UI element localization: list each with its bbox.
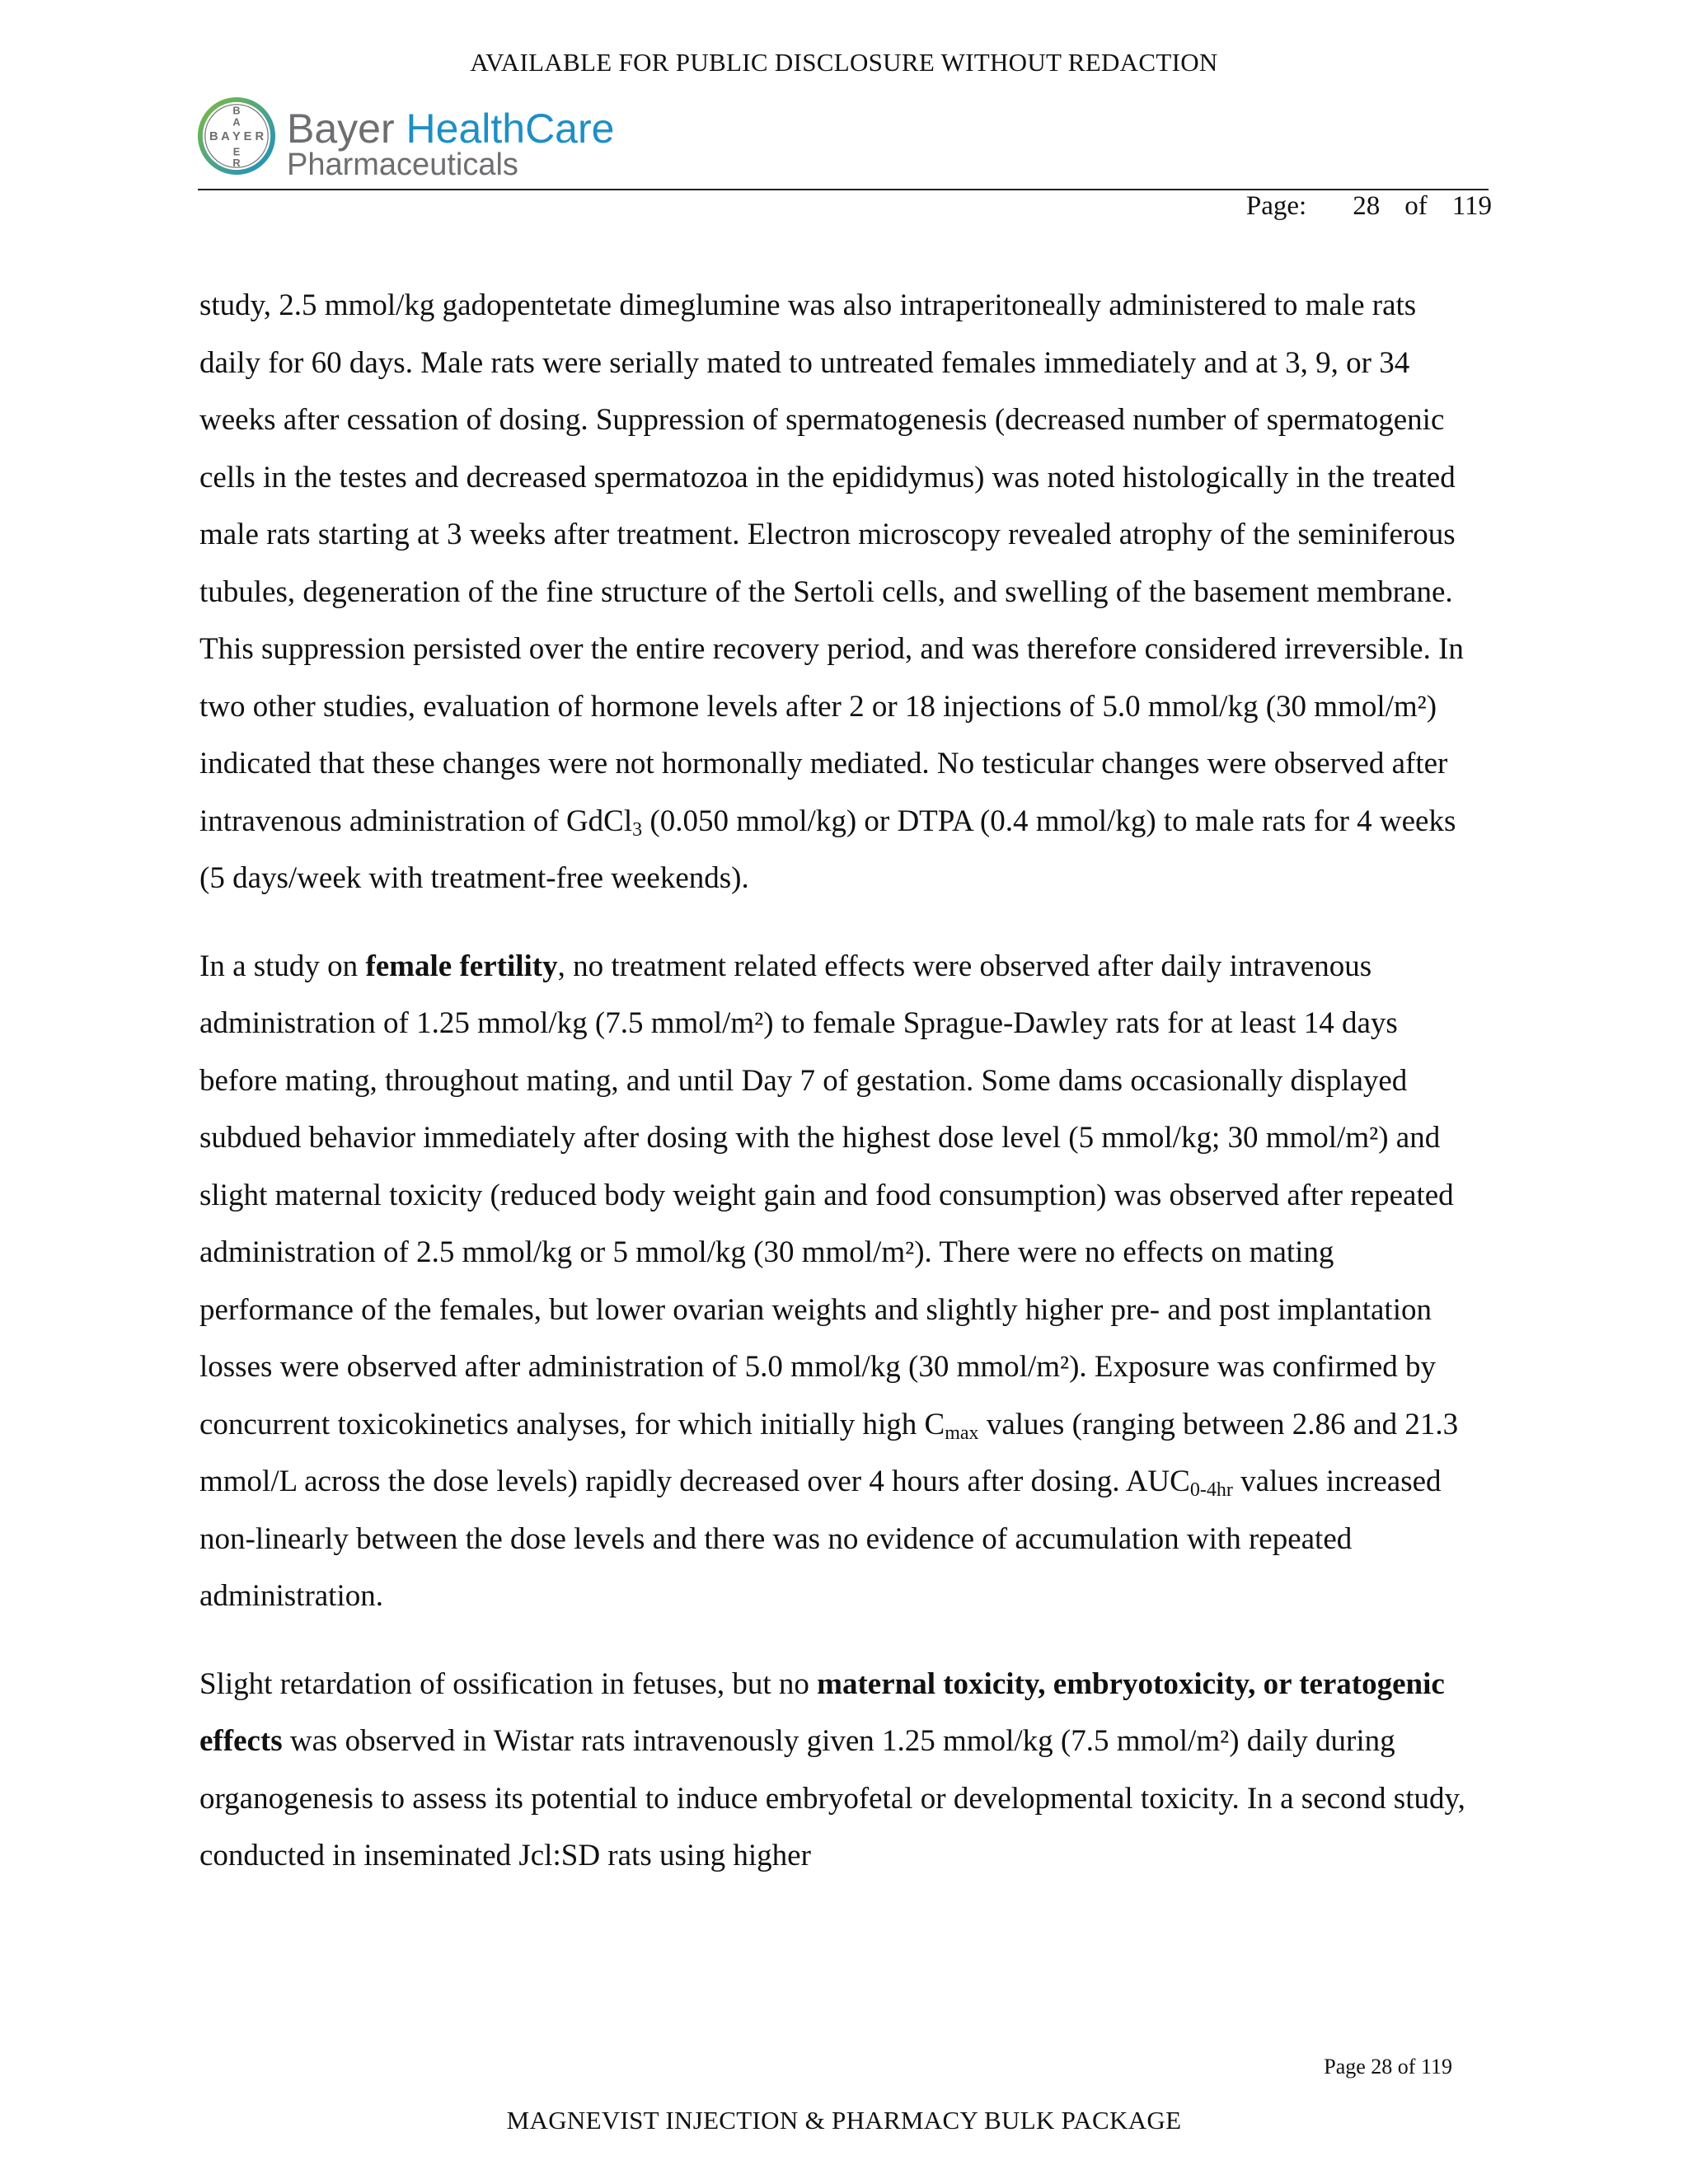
header-page-reference — [1246, 191, 1492, 222]
svg-text:R: R — [232, 157, 241, 170]
page-of: of — [1404, 191, 1428, 221]
paragraph-embryotoxicity — [199, 1656, 1469, 1885]
footer-page-number: Page 28 of 119 — [1324, 2055, 1452, 2079]
svg-text:B A Y E R: B A Y E R — [209, 129, 265, 143]
p3-text-1: Slight retardation of ossification in fetuses, but no — [199, 1666, 818, 1701]
bayer-cross-icon — [196, 96, 277, 176]
p2-text-1: In a study on — [199, 949, 366, 983]
disclosure-banner: AVAILABLE FOR PUBLIC DISCLOSURE WITHOUT REDACTION — [470, 48, 1218, 77]
p3-bold-toxicity: maternal toxicity, embryotoxicity, or teratogenic effects — [199, 1666, 1445, 1758]
logo-name — [287, 107, 614, 150]
document-body — [199, 277, 1469, 1915]
p2-text-3: values (ranging between 2.86 and 21.3 mmol/L across the dose levels) rapidly decreased over 4 hours after dosing. AUC — [199, 1407, 1459, 1498]
logo-wordmark — [287, 107, 614, 180]
page-label: Page: — [1245, 191, 1307, 221]
paragraph-male-fertility — [199, 277, 1469, 907]
p2-subscript-max: max — [945, 1422, 979, 1444]
page-total: 119 — [1451, 191, 1492, 221]
svg-text:E: E — [232, 145, 241, 158]
p3-text-2: was observed in Wistar rats intravenously given 1.25 mmol/kg (7.5 mmol/m²) daily during organogenesis to assess its potential to induce embryofetal or developmental toxicity. In a second study, conducted in inseminated Jcl:SD rats using higher — [199, 1724, 1465, 1872]
logo-name-bayer: Bayer — [287, 105, 395, 152]
p1-subscript-3: 3 — [632, 818, 643, 841]
p1-text-2: (0.050 mmol/kg) or DTPA (0.4 mmol/kg) to male rats for 4 weeks (5 days/week with treatment-free weekends). — [199, 804, 1456, 895]
bayer-healthcare-logo — [196, 96, 614, 180]
p2-subscript-0-4hr: 0-4hr — [1189, 1479, 1233, 1501]
p2-text-4: values increased non-linearly between the dose levels and there was no evidence of accumulation with repeated administration. — [199, 1465, 1442, 1613]
svg-text:A: A — [232, 115, 241, 129]
paragraph-female-fertility — [199, 938, 1469, 1625]
logo-name-healthcare: HealthCare — [406, 105, 615, 152]
logo-division: Pharmaceuticals — [287, 148, 518, 182]
page-current: 28 — [1353, 191, 1381, 221]
header-divider — [198, 189, 1489, 190]
p2-text-2: , no treatment related effects were observed after daily intravenous administration of 1.25 mmol/kg (7.5 mmol/m²) to female Sprague-Dawley rats for at least 14 days before mating, throughout mating, and until Day 7 of gestation. Some dams occasionally displayed subdued behavior immediately after dosing with the highest dose level (5 mmol/kg; 30 mmol/m²) and slight maternal toxicity (reduced body weight gain and food consumption) was observed after repeated administration of 2.5 mmol/kg or 5 mmol/kg (30 mmol/m²). There were no effects on mating performance of the females, but lower ovarian weights and slightly higher pre- and post implantation losses were observed after administration of 5.0 mmol/kg (30 mmol/m²). Exposure was confirmed by concurrent toxicokinetics analyses, for which initially high C — [199, 949, 1454, 1441]
p1-text-1: study, 2.5 mmol/kg gadopentetate dimeglumine was also intraperitoneally administered to male rats daily for 60 days. Male rats were serially mated to untreated females immediately and at 3, 9, or 34 weeks after cessation of dosing. Suppression of spermatogenesis (decreased number of spermatogenic cells in the testes and decreased spermatozoa in the epididymus) was noted histologically in the treated male rats starting at 3 weeks after treatment. Electron microscopy revealed atrophy of the seminiferous tubules, degeneration of the fine structure of the Sertoli cells, and swelling of the basement membrane. This suppression persisted over the entire recovery period, and was therefore considered irreversible. In two other studies, evaluation of hormone levels after 2 or 18 injections of 5.0 mmol/kg (30 mmol/m²) indicated that these changes were not hormonally mediated. No testicular changes were observed after intravenous administration of GdCl — [199, 288, 1464, 838]
product-footer: MAGNEVIST INJECTION & PHARMACY BULK PACKAGE — [506, 2106, 1182, 2135]
p2-bold-female-fertility: female fertility — [365, 949, 558, 983]
svg-text:B: B — [232, 104, 241, 117]
